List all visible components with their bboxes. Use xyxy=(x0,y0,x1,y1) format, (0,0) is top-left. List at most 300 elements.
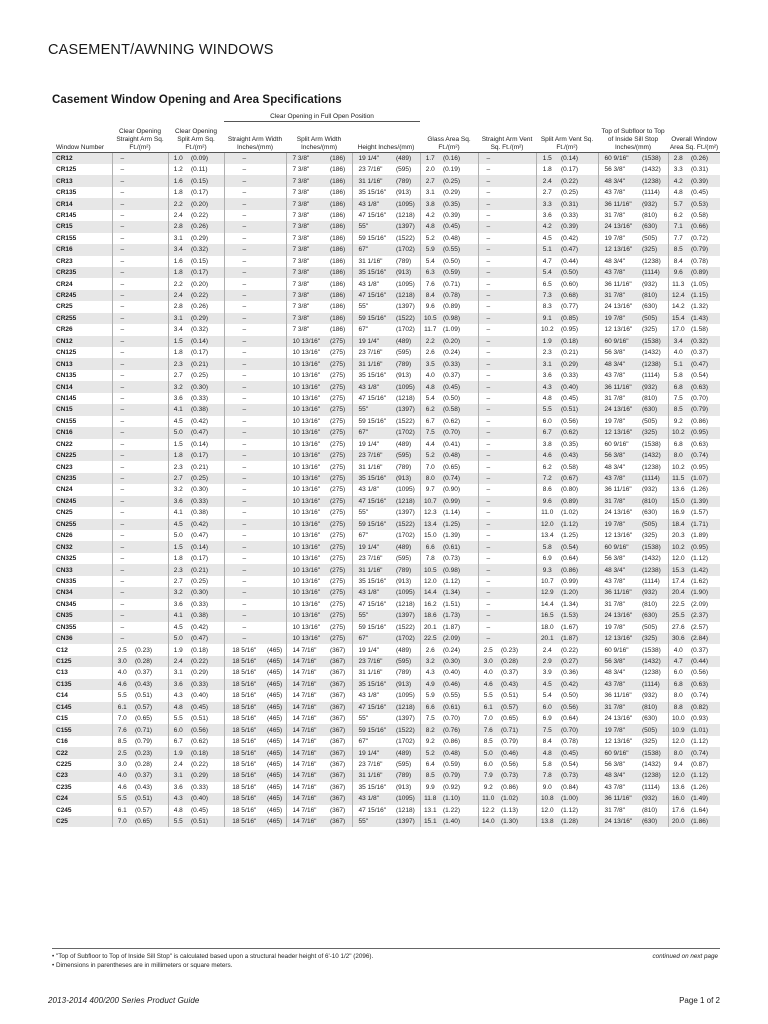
cell-height-mm: (1095) xyxy=(396,795,415,803)
cell-clear-split-sqft: 3.1 xyxy=(168,770,188,781)
cell-split-width-in: 7 3/8" xyxy=(286,324,326,335)
cell-clear-straight-m2 xyxy=(132,198,168,209)
cell-window-number: CN22 xyxy=(56,440,73,448)
cell-overall-area-sqft: 15.0 xyxy=(668,496,688,507)
cell-height-in: 31 1/16" xyxy=(352,770,392,781)
cell-split-vent-sqft: 6.2 xyxy=(536,461,558,472)
table-row xyxy=(52,484,720,495)
cell-clear-straight-sqft: – xyxy=(112,530,132,541)
cell-clear-straight-m2 xyxy=(132,461,168,472)
cell-glass-area-m2: (0.71) xyxy=(443,280,460,288)
cell-top-subfloor-in: 36 11/16" xyxy=(598,587,638,598)
cell-clear-split-sqft: 2.4 xyxy=(168,290,188,301)
cell-clear-straight-sqft: – xyxy=(112,313,132,324)
cell-split-width-in: 14 7/16" xyxy=(286,759,326,770)
cell-straight-width-mm xyxy=(264,599,286,610)
cell-clear-straight-m2 xyxy=(132,439,168,450)
cell-split-vent-m2: (0.73) xyxy=(561,772,578,780)
cell-clear-straight-sqft: 4.6 xyxy=(112,679,132,690)
cell-split-vent-sqft: 13.4 xyxy=(536,530,558,541)
cell-clear-straight-m2 xyxy=(132,381,168,392)
cell-glass-area-m2: (1.25) xyxy=(443,520,460,528)
table-row xyxy=(52,530,720,541)
cell-top-subfloor-mm: (1432) xyxy=(642,555,661,563)
cell-overall-area-m2: (1.49) xyxy=(691,795,708,803)
cell-split-vent-sqft: 12.0 xyxy=(536,805,558,816)
cell-clear-straight-sqft: – xyxy=(112,210,132,221)
cell-straight-vent-m2 xyxy=(498,404,536,415)
cell-straight-vent-m2 xyxy=(498,278,536,289)
cell-window-number: CR13 xyxy=(56,177,73,185)
cell-top-subfloor-in: 31 7/8" xyxy=(598,805,638,816)
cell-overall-area-m2: (0.82) xyxy=(691,703,708,711)
cell-straight-vent-m2: (0.43) xyxy=(501,680,518,688)
cell-clear-split-m2: (0.42) xyxy=(191,520,208,528)
cell-clear-split-sqft: 4.1 xyxy=(168,610,188,621)
cell-glass-area-m2: (0.29) xyxy=(443,189,460,197)
header-split-arm-vent: Split Arm Vent Sq. Ft./(m²) xyxy=(536,122,598,153)
cell-straight-vent-m2: (0.71) xyxy=(501,726,518,734)
cell-split-width-mm: (275) xyxy=(330,452,346,460)
cell-split-vent-sqft: 6.9 xyxy=(536,553,558,564)
cell-clear-straight-sqft: – xyxy=(112,519,132,530)
cell-straight-vent-m2 xyxy=(498,564,536,575)
cell-top-subfloor-mm: (630) xyxy=(642,715,658,723)
cell-top-subfloor-in: 12 13/16" xyxy=(598,633,638,644)
cell-straight-vent-sqft: 4.6 xyxy=(478,679,498,690)
cell-height-mm: (595) xyxy=(396,452,412,460)
cell-straight-vent-sqft: 5.0 xyxy=(478,747,498,758)
cell-split-vent-sqft: 8.6 xyxy=(536,484,558,495)
cell-clear-split-sqft: 2.3 xyxy=(168,564,188,575)
cell-clear-split-sqft: 5.5 xyxy=(168,713,188,724)
cell-glass-area-sqft: 13.4 xyxy=(420,519,440,530)
cell-straight-width-mm xyxy=(264,553,286,564)
table-row xyxy=(52,336,720,347)
cell-clear-straight-sqft: – xyxy=(112,233,132,244)
cell-clear-split-sqft: 3.2 xyxy=(168,587,188,598)
cell-split-vent-m2: (0.45) xyxy=(561,749,578,757)
cell-window-number: CN355 xyxy=(56,623,77,631)
cell-clear-straight-m2 xyxy=(132,153,168,165)
cell-glass-area-sqft: 3.1 xyxy=(420,187,440,198)
cell-height-mm: (1397) xyxy=(396,612,415,620)
table-row xyxy=(52,290,720,301)
cell-clear-straight-m2 xyxy=(132,256,168,267)
cell-split-vent-sqft: 6.5 xyxy=(536,278,558,289)
cell-top-subfloor-mm: (1238) xyxy=(642,360,661,368)
cell-clear-straight-sqft: 4.0 xyxy=(112,667,132,678)
cell-clear-straight-sqft: 2.5 xyxy=(112,747,132,758)
cell-clear-straight-m2: (0.43) xyxy=(135,783,152,791)
cell-height-mm: (1522) xyxy=(396,234,415,242)
cell-top-subfloor-in: 19 7/8" xyxy=(598,416,638,427)
cell-straight-vent-m2 xyxy=(498,221,536,232)
cell-clear-straight-sqft: – xyxy=(112,484,132,495)
cell-height-in: 35 15/16" xyxy=(352,782,392,793)
cell-straight-vent-m2 xyxy=(498,427,536,438)
cell-straight-width-mm: (465) xyxy=(267,658,283,666)
cell-clear-split-sqft: 2.8 xyxy=(168,301,188,312)
table-row xyxy=(52,576,720,587)
cell-split-vent-sqft: 1.9 xyxy=(536,336,558,347)
cell-top-subfloor-in: 60 9/16" xyxy=(598,541,638,552)
cell-overall-area-sqft: 11.5 xyxy=(668,473,688,484)
cell-clear-split-m2: (0.26) xyxy=(191,303,208,311)
cell-top-subfloor-in: 43 7/8" xyxy=(598,370,638,381)
cell-split-vent-sqft: 6.0 xyxy=(536,702,558,713)
cell-top-subfloor-in: 12 13/16" xyxy=(598,244,638,255)
footer-product-guide: 2013-2014 400/200 Series Product Guide xyxy=(48,996,200,1005)
cell-clear-straight-sqft: – xyxy=(112,187,132,198)
cell-top-subfloor-in: 48 3/4" xyxy=(598,256,638,267)
cell-top-subfloor-in: 24 13/16" xyxy=(598,507,638,518)
cell-straight-width-in: – xyxy=(224,381,264,392)
cell-glass-area-m2: (1.10) xyxy=(443,795,460,803)
cell-split-width-in: 7 3/8" xyxy=(286,290,326,301)
cell-height-in: 31 1/16" xyxy=(352,175,392,186)
cell-clear-split-m2: (0.32) xyxy=(191,246,208,254)
cell-top-subfloor-in: 36 11/16" xyxy=(598,381,638,392)
cell-glass-area-m2: (2.09) xyxy=(443,635,460,643)
cell-glass-area-sqft: 8.5 xyxy=(420,770,440,781)
cell-height-in: 19 1/4" xyxy=(352,439,392,450)
cell-top-subfloor-in: 31 7/8" xyxy=(598,210,638,221)
cell-height-in: 19 1/4" xyxy=(352,644,392,655)
cell-glass-area-m2: (0.61) xyxy=(443,543,460,551)
table-row xyxy=(52,370,720,381)
cell-glass-area-m2: (0.86) xyxy=(443,738,460,746)
table-row xyxy=(52,358,720,369)
cell-top-subfloor-mm: (1432) xyxy=(642,166,661,174)
cell-clear-straight-sqft: 7.0 xyxy=(112,713,132,724)
cell-window-number: CR145 xyxy=(56,211,77,219)
cell-height-in: 47 15/16" xyxy=(352,393,392,404)
cell-glass-area-m2: (0.50) xyxy=(443,394,460,402)
cell-split-width-in: 7 3/8" xyxy=(286,301,326,312)
cell-top-subfloor-mm: (1238) xyxy=(642,669,661,677)
cell-height-in: 67" xyxy=(352,530,392,541)
cell-height-mm: (1702) xyxy=(396,532,415,540)
cell-straight-width-in: – xyxy=(224,530,264,541)
cell-top-subfloor-mm: (1114) xyxy=(642,269,660,277)
cell-glass-area-m2: (0.19) xyxy=(443,166,460,174)
cell-straight-vent-m2 xyxy=(498,210,536,221)
cell-straight-width-mm: (465) xyxy=(267,738,283,746)
cell-overall-area-sqft: 17.6 xyxy=(668,805,688,816)
cell-split-width-in: 14 7/16" xyxy=(286,702,326,713)
cell-height-mm: (1218) xyxy=(396,292,415,300)
cell-split-vent-sqft: 5.1 xyxy=(536,244,558,255)
cell-straight-vent-sqft: – xyxy=(478,427,498,438)
cell-glass-area-m2: (0.76) xyxy=(443,726,460,734)
cell-straight-vent-sqft: 5.5 xyxy=(478,690,498,701)
cell-overall-area-m2: (1.05) xyxy=(691,280,708,288)
cell-straight-width-mm: (465) xyxy=(267,646,283,654)
cell-window-number: C235 xyxy=(56,783,72,791)
cell-straight-vent-sqft: 12.2 xyxy=(478,805,498,816)
cell-straight-width-in: – xyxy=(224,313,264,324)
cell-split-vent-m2: (1.00) xyxy=(561,795,578,803)
cell-clear-straight-m2 xyxy=(132,576,168,587)
cell-straight-vent-m2 xyxy=(498,507,536,518)
table-row xyxy=(52,793,720,804)
cell-window-number: CN13 xyxy=(56,360,73,368)
cell-clear-split-m2: (0.22) xyxy=(191,292,208,300)
cell-height-in: 31 1/16" xyxy=(352,564,392,575)
cell-straight-width-in: – xyxy=(224,633,264,644)
cell-straight-width-in: – xyxy=(224,256,264,267)
cell-overall-area-sqft: 4.0 xyxy=(668,347,688,358)
cell-straight-width-mm xyxy=(264,221,286,232)
cell-clear-straight-sqft: 8.5 xyxy=(112,736,132,747)
cell-split-width-mm: (275) xyxy=(330,429,346,437)
cell-split-vent-sqft: 2.4 xyxy=(536,644,558,655)
cell-overall-area-sqft: 5.7 xyxy=(668,198,688,209)
cell-height-in: 55" xyxy=(352,816,392,827)
cell-clear-split-sqft: 3.6 xyxy=(168,599,188,610)
cell-straight-width-mm xyxy=(264,278,286,289)
cell-height-in: 19 1/4" xyxy=(352,336,392,347)
cell-split-width-mm: (367) xyxy=(330,646,346,654)
cell-split-vent-sqft: 2.4 xyxy=(536,175,558,186)
cell-glass-area-sqft: 9.9 xyxy=(420,782,440,793)
cell-split-vent-sqft: 2.3 xyxy=(536,347,558,358)
cell-top-subfloor-in: 43 7/8" xyxy=(598,187,638,198)
cell-clear-straight-sqft: – xyxy=(112,244,132,255)
cell-height-mm: (913) xyxy=(396,577,412,585)
header-clear-opening-split: Clear Opening Split Arm Sq. Ft./(m²) xyxy=(168,122,224,153)
cell-top-subfloor-in: 60 9/16" xyxy=(598,153,638,165)
cell-straight-vent-sqft: – xyxy=(478,187,498,198)
cell-height-mm: (595) xyxy=(396,555,412,563)
cell-window-number: CN33 xyxy=(56,566,73,574)
cell-split-vent-m2: (0.86) xyxy=(561,566,578,574)
cell-split-vent-m2: (0.85) xyxy=(561,314,578,322)
cell-straight-vent-sqft: 7.6 xyxy=(478,724,498,735)
cell-straight-vent-m2 xyxy=(498,164,536,175)
cell-glass-area-sqft: 4.3 xyxy=(420,667,440,678)
cell-clear-straight-sqft: – xyxy=(112,541,132,552)
cell-split-vent-sqft: 13.8 xyxy=(536,816,558,827)
cell-glass-area-sqft: 5.9 xyxy=(420,244,440,255)
cell-clear-straight-m2 xyxy=(132,530,168,541)
cell-clear-straight-sqft: – xyxy=(112,450,132,461)
cell-glass-area-m2: (0.79) xyxy=(443,772,460,780)
cell-glass-area-sqft: 7.6 xyxy=(420,278,440,289)
cell-clear-split-sqft: 2.7 xyxy=(168,370,188,381)
cell-clear-split-sqft: 1.5 xyxy=(168,541,188,552)
table-row xyxy=(52,450,720,461)
cell-height-in: 59 15/16" xyxy=(352,313,392,324)
cell-top-subfloor-mm: (325) xyxy=(642,429,658,437)
cell-clear-split-m2: (0.29) xyxy=(191,234,208,242)
cell-split-vent-m2: (0.29) xyxy=(561,360,578,368)
table-title: Casement Window Opening and Area Specifications xyxy=(52,94,342,106)
cell-top-subfloor-in: 19 7/8" xyxy=(598,233,638,244)
cell-straight-width-mm xyxy=(264,301,286,312)
cell-clear-straight-m2: (0.37) xyxy=(135,669,152,677)
cell-straight-width-mm: (465) xyxy=(267,806,283,814)
cell-glass-area-sqft: 7.5 xyxy=(420,427,440,438)
cell-window-number: CN25 xyxy=(56,509,73,517)
cell-height-in: 19 1/4" xyxy=(352,747,392,758)
cell-split-width-mm: (275) xyxy=(330,417,346,425)
cell-clear-straight-m2: (0.51) xyxy=(135,692,152,700)
cell-height-in: 55" xyxy=(352,221,392,232)
cell-window-number: CR235 xyxy=(56,269,77,277)
cell-straight-vent-m2 xyxy=(498,461,536,472)
cell-overall-area-m2: (0.63) xyxy=(691,680,708,688)
cell-glass-area-sqft: 12.3 xyxy=(420,507,440,518)
cell-height-in: 23 7/16" xyxy=(352,450,392,461)
cell-top-subfloor-in: 48 3/4" xyxy=(598,358,638,369)
cell-split-width-in: 14 7/16" xyxy=(286,690,326,701)
cell-height-mm: (489) xyxy=(396,440,412,448)
cell-straight-vent-sqft: – xyxy=(478,541,498,552)
cell-overall-area-sqft: 8.0 xyxy=(668,690,688,701)
cell-straight-width-in: – xyxy=(224,175,264,186)
cell-straight-width-mm xyxy=(264,541,286,552)
cell-window-number: CR25 xyxy=(56,303,73,311)
cell-straight-vent-sqft: – xyxy=(478,530,498,541)
cell-straight-vent-m2: (0.73) xyxy=(501,772,518,780)
cell-split-vent-sqft: 4.5 xyxy=(536,233,558,244)
cell-height-mm: (489) xyxy=(396,646,412,654)
cell-top-subfloor-in: 43 7/8" xyxy=(598,782,638,793)
cell-straight-width-mm xyxy=(264,416,286,427)
cell-glass-area-sqft: 7.5 xyxy=(420,713,440,724)
cell-split-width-in: 10 13/16" xyxy=(286,370,326,381)
cell-height-mm: (489) xyxy=(396,543,412,551)
cell-height-in: 19 1/4" xyxy=(352,541,392,552)
cell-overall-area-sqft: 4.0 xyxy=(668,644,688,655)
cell-straight-vent-m2: (0.57) xyxy=(501,703,518,711)
cell-window-number: CN245 xyxy=(56,497,77,505)
cell-split-width-mm: (367) xyxy=(330,680,346,688)
cell-height-mm: (1218) xyxy=(396,497,415,505)
cell-clear-split-sqft: 4.8 xyxy=(168,805,188,816)
cell-straight-width-in: 18 5/16" xyxy=(224,747,264,758)
cell-glass-area-m2: (1.40) xyxy=(443,818,460,826)
cell-glass-area-m2: (0.40) xyxy=(443,669,460,677)
cell-top-subfloor-mm: (1538) xyxy=(642,440,661,448)
cell-straight-width-in: – xyxy=(224,507,264,518)
cell-split-vent-sqft: 9.0 xyxy=(536,782,558,793)
cell-straight-vent-sqft: – xyxy=(478,301,498,312)
cell-straight-vent-sqft: – xyxy=(478,393,498,404)
cell-split-width-in: 10 13/16" xyxy=(286,599,326,610)
cell-overall-area-m2: (0.58) xyxy=(691,211,708,219)
cell-split-width-in: 14 7/16" xyxy=(286,805,326,816)
cell-straight-vent-sqft: – xyxy=(478,473,498,484)
cell-split-width-mm: (275) xyxy=(330,589,346,597)
cell-straight-width-in: – xyxy=(224,553,264,564)
cell-split-width-in: 10 13/16" xyxy=(286,461,326,472)
cell-top-subfloor-in: 36 11/16" xyxy=(598,278,638,289)
cell-clear-split-sqft: 4.8 xyxy=(168,702,188,713)
header-height: Height Inches/(mm) xyxy=(352,122,420,153)
cell-straight-vent-m2 xyxy=(498,473,536,484)
cell-clear-straight-m2: (0.71) xyxy=(135,726,152,734)
cell-window-number: CN12 xyxy=(56,337,73,345)
cell-split-vent-sqft: 10.7 xyxy=(536,576,558,587)
cell-top-subfloor-in: 31 7/8" xyxy=(598,496,638,507)
cell-height-in: 43 1/8" xyxy=(352,381,392,392)
cell-straight-vent-m2 xyxy=(498,198,536,209)
cell-window-number: CR245 xyxy=(56,292,77,300)
cell-straight-width-in: 18 5/16" xyxy=(224,805,264,816)
cell-height-mm: (1702) xyxy=(396,246,415,254)
cell-straight-width-mm: (465) xyxy=(267,818,283,826)
cell-glass-area-sqft: 4.9 xyxy=(420,679,440,690)
cell-split-vent-sqft: 2.7 xyxy=(536,187,558,198)
cell-window-number: CN155 xyxy=(56,417,77,425)
cell-split-vent-m2: (0.67) xyxy=(561,475,578,483)
table-row xyxy=(52,599,720,610)
cell-glass-area-m2: (0.25) xyxy=(443,177,460,185)
cell-clear-straight-sqft: – xyxy=(112,324,132,335)
cell-overall-area-m2: (0.63) xyxy=(691,383,708,391)
cell-straight-vent-m2: (0.28) xyxy=(501,658,518,666)
cell-clear-straight-sqft: 6.1 xyxy=(112,702,132,713)
table-row xyxy=(52,541,720,552)
cell-clear-split-sqft: 1.9 xyxy=(168,644,188,655)
cell-split-width-in: 7 3/8" xyxy=(286,233,326,244)
cell-clear-straight-m2 xyxy=(132,599,168,610)
cell-split-width-mm: (367) xyxy=(330,818,346,826)
cell-glass-area-sqft: 6.6 xyxy=(420,702,440,713)
cell-straight-width-mm xyxy=(264,622,286,633)
cell-clear-straight-m2: (0.57) xyxy=(135,806,152,814)
cell-split-width-mm: (367) xyxy=(330,760,346,768)
cell-split-width-in: 10 13/16" xyxy=(286,530,326,541)
cell-clear-straight-m2 xyxy=(132,244,168,255)
cell-split-vent-m2: (0.31) xyxy=(561,200,578,208)
cell-clear-straight-sqft: 7.6 xyxy=(112,724,132,735)
cell-straight-width-in: 18 5/16" xyxy=(224,656,264,667)
cell-height-in: 55" xyxy=(352,507,392,518)
cell-split-width-mm: (367) xyxy=(330,806,346,814)
cell-clear-split-sqft: 1.8 xyxy=(168,450,188,461)
cell-overall-area-sqft: 9.6 xyxy=(668,267,688,278)
cell-top-subfloor-in: 12 13/16" xyxy=(598,324,638,335)
cell-top-subfloor-in: 24 13/16" xyxy=(598,713,638,724)
cell-top-subfloor-in: 36 11/16" xyxy=(598,484,638,495)
cell-overall-area-sqft: 12.0 xyxy=(668,553,688,564)
cell-top-subfloor-mm: (325) xyxy=(642,738,658,746)
cell-overall-area-m2: (0.87) xyxy=(691,760,708,768)
cell-glass-area-sqft: 8.4 xyxy=(420,290,440,301)
cell-clear-straight-sqft: – xyxy=(112,153,132,165)
cell-straight-vent-sqft: – xyxy=(478,153,498,165)
cell-straight-vent-sqft: – xyxy=(478,587,498,598)
cell-glass-area-m2: (1.14) xyxy=(443,509,460,517)
cell-straight-vent-m2: (0.79) xyxy=(501,738,518,746)
cell-split-vent-m2: (0.84) xyxy=(561,783,578,791)
cell-clear-straight-sqft: – xyxy=(112,381,132,392)
cell-glass-area-sqft: 20.1 xyxy=(420,622,440,633)
cell-straight-width-in: – xyxy=(224,599,264,610)
cell-glass-area-m2: (0.41) xyxy=(443,440,460,448)
cell-top-subfloor-mm: (505) xyxy=(642,417,658,425)
cell-split-width-mm: (275) xyxy=(330,555,346,563)
cell-glass-area-sqft: 9.6 xyxy=(420,301,440,312)
cell-straight-width-mm xyxy=(264,530,286,541)
cell-split-vent-m2: (1.28) xyxy=(561,818,578,826)
cell-height-in: 55" xyxy=(352,404,392,415)
cell-split-width-in: 14 7/16" xyxy=(286,747,326,758)
